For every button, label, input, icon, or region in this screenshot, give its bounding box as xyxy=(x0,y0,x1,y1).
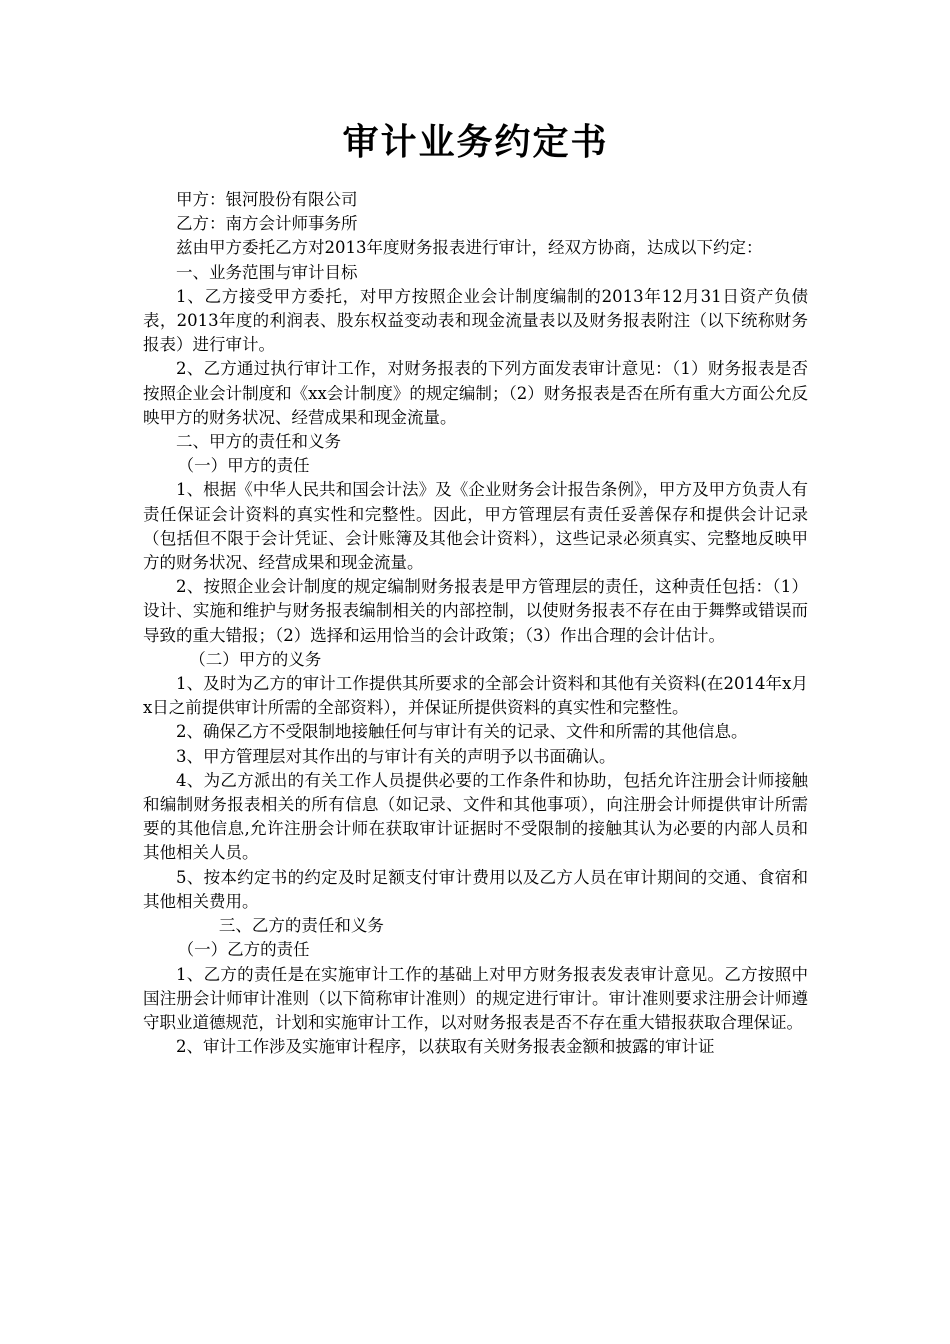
party-a: 甲方：银河股份有限公司 xyxy=(176,190,358,209)
paragraph: 4、为乙方派出的有关工作人员提供必要的工作条件和协助，包括允许注册会计师接触和编制财务报表相关的所有信息（如记录、文件和其他事项），向注册会计师提供审计所需要的其他信息,允许注册会计师在获取审计证据时不受限制的接触其认为必要的内部人员和其他相关人员。 xyxy=(143,770,808,863)
subsection-heading: （一）甲方的责任 xyxy=(177,456,310,476)
paragraph: 2、确保乙方不受限制地接触任何与审计有关的记录、文件和所需的其他信息。 xyxy=(176,722,748,742)
paragraph: 3、甲方管理层对其作出的与审计有关的声明予以书面确认。 xyxy=(176,746,616,766)
paragraph: 2、审计工作涉及实施审计程序，以获取有关财务报表金额和披露的审计证 xyxy=(176,1037,715,1057)
paragraph: 1、乙方接受甲方委托，对甲方按照企业会计制度编制的2013年12月31日资产负债表，2013年度的利润表、股东权益变动表和现金流量表以及财务报表附注（以下统称财务报表）进行审计。 xyxy=(143,286,808,355)
subsection-heading: （一）乙方的责任 xyxy=(177,940,310,960)
paragraph: 5、按本约定书的约定及时足额支付审计费用以及乙方人员在审计期间的交通、食宿和其他相关费用。 xyxy=(143,867,808,911)
document-page xyxy=(143,0,808,1059)
paragraph: 1、根据《中华人民共和国会计法》及《企业财务会计报告条例》，甲方及甲方负责人有责任保证会计资料的真实性和完整性。因此，甲方管理层有责任妥善保存和提供会计记录（包括但不限于会计凭证、会计账簿及其他会计资料），这些记录必须真实、完整地反映甲方的财务状况、经营成果和现金流量。 xyxy=(143,480,808,573)
document-title: 审计业务约定书 xyxy=(342,122,609,163)
party-b: 乙方：南方会计师事务所 xyxy=(176,214,358,234)
paragraph: 2、乙方通过执行审计工作，对财务报表的下列方面发表审计意见：（1）财务报表是否按照企业会计制度和《xx会计制度》的规定编制；（2）财务报表是否在所有重大方面公允反映甲方的财务状况、经营成果和现金流量。 xyxy=(143,359,808,427)
subsection-heading: （二）甲方的义务 xyxy=(189,649,322,669)
section-heading-1: 一、业务范围与审计目标 xyxy=(176,262,358,282)
section-heading-3: 三、乙方的责任和义务 xyxy=(218,916,384,936)
section-heading-2: 二、甲方的责任和义务 xyxy=(176,432,341,452)
paragraph: 1、及时为乙方的审计工作提供其所要求的全部会计资料和其他有关资料(在2014年x月x日之前提供审计所需的全部资料），并保证所提供资料的真实性和完整性。 xyxy=(143,674,808,718)
document-body xyxy=(143,188,808,1059)
paragraph: 2、按照企业会计制度的规定编制财务报表是甲方管理层的责任，这种责任包括：（1）设计、实施和维护与财务报表编制相关的内部控制，以使财务报表不存在由于舞弊或错误而导致的重大错报；（2）选择和运用恰当的会计政策；（3）作出合理的会计估计。 xyxy=(143,577,808,645)
intro-paragraph: 兹由甲方委托乙方对2013年度财务报表进行审计，经双方协商，达成以下约定： xyxy=(176,238,763,258)
paragraph: 1、乙方的责任是在实施审计工作的基础上对甲方财务报表发表审计意见。乙方按照中国注册会计师审计准则（以下简称审计准则）的规定进行审计。审计准则要求注册会计师遵守职业道德规范，计划和实施审计工作，以对财务报表是否不存在重大错报获取合理保证。 xyxy=(143,964,808,1032)
